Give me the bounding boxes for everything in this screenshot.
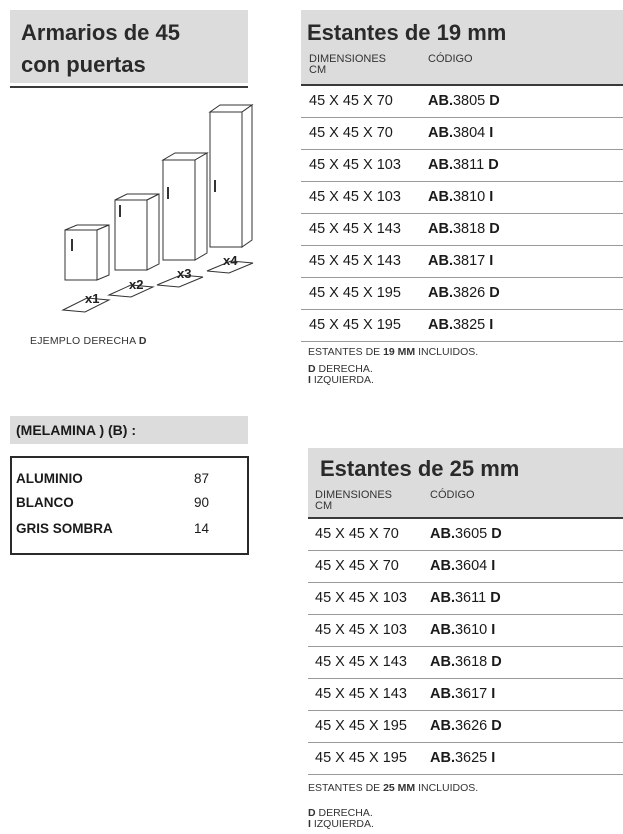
code-prefix: AB. xyxy=(430,718,455,734)
row-dimensions: 45 X 45 X 103 xyxy=(309,157,401,173)
row-dimensions: 45 X 45 X 70 xyxy=(315,526,399,542)
row-dimensions: 45 X 45 X 103 xyxy=(315,622,407,638)
table-row xyxy=(301,181,623,214)
melamina-row xyxy=(16,495,241,515)
cabinet-3-drawing xyxy=(163,153,207,260)
row-code xyxy=(430,590,501,606)
code-prefix: AB. xyxy=(428,317,453,333)
row-dimensions: 45 X 45 X 143 xyxy=(315,654,407,670)
example-side: D xyxy=(138,335,147,347)
row-code xyxy=(428,285,500,301)
code-number: 3817 xyxy=(452,253,490,269)
code-prefix: AB. xyxy=(428,189,453,205)
melamina-code: 14 xyxy=(194,521,210,536)
row-code xyxy=(428,157,499,173)
code-number: 3811 xyxy=(452,157,489,173)
multiplier-x3: x3 xyxy=(177,266,192,281)
code-side: D xyxy=(491,718,502,734)
row-dimensions: 45 X 45 X 103 xyxy=(315,590,407,606)
code-prefix: AB. xyxy=(428,285,453,301)
row-dimensions: 45 X 45 X 70 xyxy=(309,93,393,109)
row-code xyxy=(428,253,493,269)
multiplier-x2: x2 xyxy=(129,277,144,292)
table-row xyxy=(301,245,623,278)
table-25mm-legend: D DERECHA. I IZQUIERDA. xyxy=(308,807,374,830)
code-prefix: AB. xyxy=(430,654,455,670)
row-dimensions: 45 X 45 X 195 xyxy=(315,718,407,734)
code-number: 3804 xyxy=(452,125,490,141)
table-row xyxy=(308,710,623,743)
row-code xyxy=(430,622,495,638)
col-code-label: CÓDIGO xyxy=(428,53,473,65)
code-prefix: AB. xyxy=(428,221,453,237)
title-rule xyxy=(10,86,248,88)
table-row xyxy=(308,518,623,551)
row-code xyxy=(428,221,500,237)
row-dimensions: 45 X 45 X 143 xyxy=(309,253,401,269)
code-side: D xyxy=(489,285,500,301)
code-side: D xyxy=(489,93,500,109)
row-dimensions: 45 X 45 X 70 xyxy=(315,558,399,574)
cabinets-title-line2: con puertas xyxy=(21,52,146,77)
row-dimensions: 45 X 45 X 143 xyxy=(315,686,407,702)
row-code xyxy=(428,189,493,205)
code-prefix: AB. xyxy=(430,686,455,702)
code-number: 3605 xyxy=(454,526,492,542)
melamina-row xyxy=(16,521,241,541)
code-prefix: AB. xyxy=(428,253,453,269)
code-side: D xyxy=(491,526,502,542)
code-prefix: AB. xyxy=(430,590,455,606)
table-row xyxy=(308,582,623,615)
code-prefix: AB. xyxy=(428,93,453,109)
col-dimensions-label: DIMENSIONES CM xyxy=(315,489,393,512)
table-row xyxy=(308,678,623,711)
code-prefix: AB. xyxy=(430,558,455,574)
row-code xyxy=(430,654,502,670)
cabinets-illustration xyxy=(25,95,265,325)
code-number: 3618 xyxy=(454,654,492,670)
code-number: 3617 xyxy=(454,686,492,702)
multiplier-x4: x4 xyxy=(223,253,238,268)
row-code xyxy=(428,125,493,141)
code-side: D xyxy=(491,654,502,670)
row-dimensions: 45 X 45 X 195 xyxy=(315,750,407,766)
melamina-name: BLANCO xyxy=(16,495,74,510)
code-number: 3810 xyxy=(452,189,490,205)
cabinet-4-drawing xyxy=(210,105,252,247)
row-code xyxy=(430,558,495,574)
table-19mm-title: Estantes de 19 mm xyxy=(307,20,507,45)
cabinet-1-drawing xyxy=(65,225,109,280)
row-code xyxy=(428,317,493,333)
table-row xyxy=(301,213,623,246)
row-dimensions: 45 X 45 X 103 xyxy=(309,189,401,205)
code-side: D xyxy=(489,221,500,237)
code-side: I xyxy=(489,253,494,269)
row-dimensions: 45 X 45 X 143 xyxy=(309,221,401,237)
table-row xyxy=(301,149,623,182)
code-side: D xyxy=(488,157,499,173)
code-prefix: AB. xyxy=(428,157,453,173)
row-code xyxy=(428,93,500,109)
table-row xyxy=(301,117,623,150)
table-row xyxy=(308,550,623,583)
code-side: I xyxy=(489,125,494,141)
code-number: 3826 xyxy=(452,285,490,301)
row-dimensions: 45 X 45 X 195 xyxy=(309,317,401,333)
table-25mm-note: ESTANTES DE 25 MM INCLUIDOS. xyxy=(308,782,479,794)
cabinets-title-block xyxy=(10,10,248,83)
code-side: D xyxy=(490,590,501,606)
code-prefix: AB. xyxy=(430,750,455,766)
row-code xyxy=(430,750,495,766)
col-dimensions-label: DIMENSIONES CM xyxy=(309,53,387,76)
table-19mm-header xyxy=(301,10,623,84)
row-dimensions: 45 X 45 X 70 xyxy=(309,125,393,141)
code-number: 3610 xyxy=(454,622,492,638)
code-number: 3825 xyxy=(452,317,490,333)
row-code xyxy=(430,526,502,542)
code-prefix: AB. xyxy=(428,125,453,141)
multiplier-x1: x1 xyxy=(85,291,100,306)
melamina-header xyxy=(10,416,248,444)
table-row xyxy=(301,85,623,118)
code-side: I xyxy=(489,317,494,333)
table-row xyxy=(308,614,623,647)
table-19mm-note: ESTANTES DE 19 MM INCLUIDOS. xyxy=(308,346,479,358)
row-code xyxy=(430,686,495,702)
melamina-table xyxy=(10,456,249,555)
melamina-name: GRIS SOMBRA xyxy=(16,521,113,536)
table-row xyxy=(301,277,623,310)
code-number: 3626 xyxy=(454,718,492,734)
code-number: 3818 xyxy=(452,221,490,237)
melamina-title: (MELAMINA ) (B) : xyxy=(16,422,137,438)
table-19mm-legend: D DERECHA. I IZQUIERDA. xyxy=(308,363,374,386)
table-row xyxy=(308,742,623,775)
table-row xyxy=(308,646,623,679)
code-number: 3604 xyxy=(454,558,492,574)
code-prefix: AB. xyxy=(430,526,455,542)
row-code xyxy=(430,718,502,734)
row-dimensions: 45 X 45 X 195 xyxy=(309,285,401,301)
code-side: I xyxy=(491,622,496,638)
code-side: I xyxy=(489,189,494,205)
code-number: 3805 xyxy=(452,93,490,109)
code-side: I xyxy=(491,750,496,766)
code-number: 3611 xyxy=(454,590,491,606)
cabinets-title-line1: Armarios de 45 xyxy=(21,20,180,45)
cabinet-2-drawing xyxy=(115,194,159,270)
table-25mm-title: Estantes de 25 mm xyxy=(320,456,520,481)
table-row xyxy=(301,309,623,342)
code-side: I xyxy=(491,686,496,702)
melamina-row xyxy=(16,471,241,491)
col-code-label: CÓDIGO xyxy=(430,489,475,501)
melamina-code: 87 xyxy=(194,471,210,486)
example-caption: EJEMPLO DERECHA D xyxy=(30,335,147,347)
code-number: 3625 xyxy=(454,750,492,766)
melamina-code: 90 xyxy=(194,495,210,510)
code-side: I xyxy=(491,558,496,574)
code-prefix: AB. xyxy=(430,622,455,638)
melamina-name: ALUMINIO xyxy=(16,471,83,486)
table-25mm-header xyxy=(308,448,623,518)
